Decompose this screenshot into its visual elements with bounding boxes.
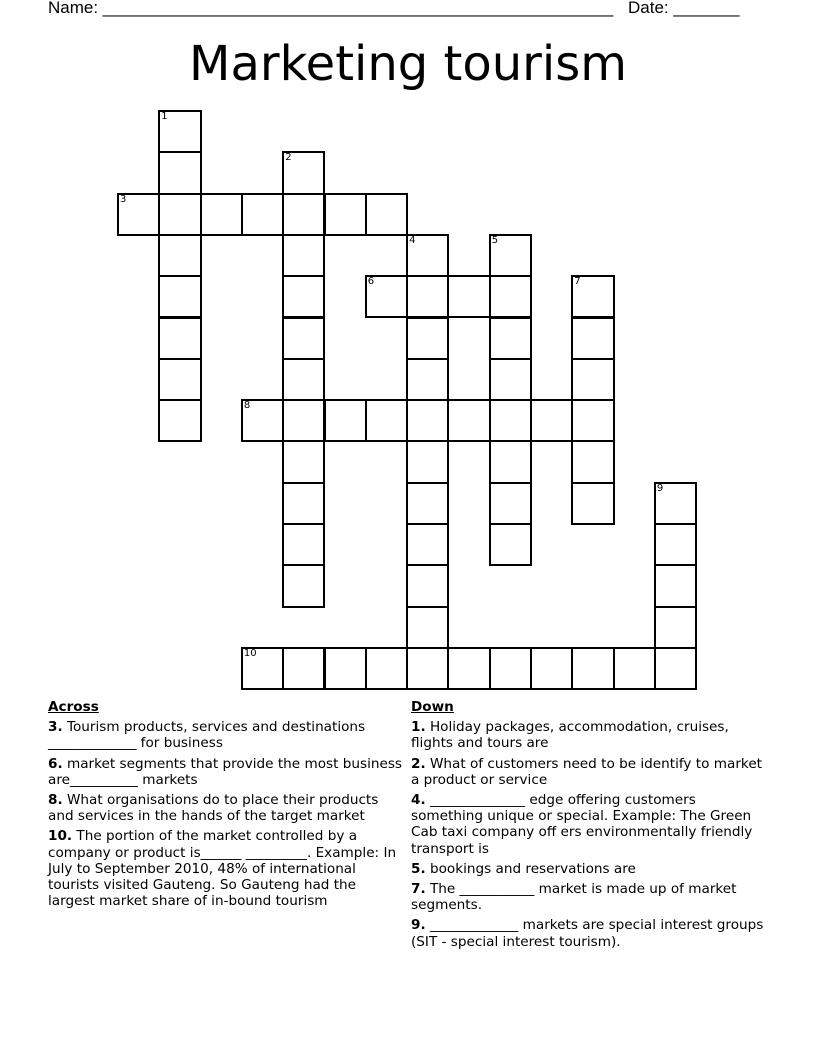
clue-number-label: 6	[367, 276, 375, 288]
crossword-cell[interactable]	[613, 647, 656, 690]
crossword-cell[interactable]	[530, 647, 573, 690]
down-clue	[411, 917, 771, 949]
crossword-cell[interactable]	[241, 647, 284, 690]
crossword-cell[interactable]	[158, 399, 201, 442]
clue-text: What of customers need to be identify to market a product or service	[411, 755, 763, 788]
date-field-line: Date: _______	[628, 0, 740, 17]
clue-number: 10.	[48, 828, 73, 845]
crossword-cell[interactable]	[571, 647, 614, 690]
clue-number-label: 2	[285, 152, 292, 164]
crossword-cell[interactable]	[447, 275, 490, 318]
down-clues	[411, 699, 771, 954]
crossword-cell[interactable]	[365, 193, 408, 236]
crossword-cell[interactable]	[282, 275, 325, 318]
crossword-cell[interactable]	[406, 482, 449, 525]
crossword-cell[interactable]	[406, 358, 449, 401]
crossword-cell[interactable]	[489, 647, 532, 690]
crossword-cell[interactable]	[489, 482, 532, 525]
down-clue	[411, 861, 771, 877]
crossword-cell[interactable]	[489, 358, 532, 401]
crossword-cell[interactable]	[654, 523, 697, 566]
crossword-cell[interactable]	[324, 193, 367, 236]
clue-text: The ___________ market is made up of market segments.	[411, 881, 737, 914]
across-clues	[48, 699, 404, 913]
crossword-cell[interactable]	[282, 523, 325, 566]
clue-text: bookings and reservations are	[425, 860, 636, 877]
crossword-cell[interactable]	[158, 275, 201, 318]
crossword-cell[interactable]	[241, 399, 284, 442]
crossword-cell[interactable]	[530, 399, 573, 442]
crossword-cell[interactable]	[158, 193, 201, 236]
crossword-cell[interactable]	[447, 647, 490, 690]
clue-number-label: 4	[409, 234, 416, 246]
crossword-cell[interactable]	[406, 647, 449, 690]
crossword-cell[interactable]	[158, 317, 201, 360]
crossword-cell[interactable]	[571, 440, 614, 483]
clue-number-label: 8	[243, 400, 251, 412]
down-clue	[411, 756, 771, 788]
crossword-cell[interactable]	[406, 234, 449, 277]
clue-text: market segments that provide the most business are__________ markets	[48, 755, 403, 788]
puzzle-title: Marketing tourism	[189, 36, 627, 92]
crossword-cell[interactable]	[571, 482, 614, 525]
crossword-cell[interactable]	[282, 234, 325, 277]
crossword-cell[interactable]	[489, 234, 532, 277]
clue-number: 2.	[411, 755, 426, 772]
name-field-line: Name: ______________________________________________________	[48, 0, 614, 17]
clue-text: Tourism products, services and destinations _____________ for business	[48, 719, 366, 752]
clue-text: The portion of the market controlled by a company or product is______ _________. Example: In July to September 2010, 48% of international tourists visited Gauteng. So Gauteng had the largest market share of in-bound tourism	[48, 828, 397, 910]
down-clue	[411, 792, 771, 857]
crossword-cell[interactable]	[365, 399, 408, 442]
crossword-cell[interactable]	[282, 399, 325, 442]
across-clue	[48, 792, 404, 824]
crossword-cell[interactable]	[282, 358, 325, 401]
crossword-cell[interactable]	[282, 151, 325, 194]
crossword-cell[interactable]	[117, 193, 160, 236]
crossword-cell[interactable]	[158, 358, 201, 401]
crossword-cell[interactable]	[489, 275, 532, 318]
crossword-cell[interactable]	[406, 399, 449, 442]
clue-number-label: 9	[656, 482, 664, 494]
clue-number-label: 7	[574, 276, 581, 288]
crossword-cell[interactable]	[447, 399, 490, 442]
clue-number: 6.	[48, 755, 63, 772]
across-clue	[48, 756, 404, 788]
crossword-cell[interactable]	[282, 482, 325, 525]
crossword-cell[interactable]	[406, 606, 449, 649]
down-heading: Down	[411, 699, 454, 715]
clue-text: Holiday packages, accommodation, cruises, flights and tours are	[411, 719, 729, 752]
down-clue	[411, 719, 771, 751]
clue-number: 3.	[48, 719, 63, 736]
crossword-cell[interactable]	[654, 606, 697, 649]
clue-number-label: 3	[120, 193, 127, 205]
crossword-cell[interactable]	[406, 523, 449, 566]
clue-text: ______________ edge offering customers something unique or special. Example: The Green Cab taxi company off ers environmentally friendly transport is	[411, 792, 753, 857]
clue-number: 8.	[48, 792, 63, 809]
crossword-cell[interactable]	[282, 317, 325, 360]
clue-number-label: 5	[491, 234, 499, 246]
crossword-cell[interactable]	[489, 399, 532, 442]
crossword-cell[interactable]	[571, 399, 614, 442]
clue-number: 4.	[411, 792, 426, 809]
crossword-cell[interactable]	[200, 193, 243, 236]
crossword-cell[interactable]	[158, 234, 201, 277]
across-clue	[48, 719, 404, 751]
crossword-cell[interactable]	[282, 564, 325, 607]
clue-text: _____________ markets are special interest groups (SIT - special interest tourism).	[411, 917, 764, 950]
across-heading: Across	[48, 699, 99, 715]
crossword-cell[interactable]	[241, 193, 284, 236]
crossword-cell[interactable]	[654, 564, 697, 607]
crossword-cell[interactable]	[406, 317, 449, 360]
clue-number-label: 1	[161, 111, 168, 122]
crossword-cell[interactable]	[324, 399, 367, 442]
clue-number-label: 10	[243, 647, 257, 659]
crossword-cell[interactable]	[489, 317, 532, 360]
crossword-cell[interactable]	[406, 275, 449, 318]
crossword-cell[interactable]	[365, 647, 408, 690]
across-clue	[48, 828, 404, 909]
clue-number: 9.	[411, 917, 426, 934]
crossword-cell[interactable]	[282, 193, 325, 236]
crossword-cell[interactable]	[654, 482, 697, 525]
crossword-cell[interactable]	[158, 151, 201, 194]
clue-number: 7.	[411, 881, 426, 898]
clue-number: 5.	[411, 860, 426, 877]
crossword-cell[interactable]	[365, 275, 408, 318]
crossword-cell[interactable]	[489, 523, 532, 566]
crossword-cell[interactable]	[406, 440, 449, 483]
clue-text: What organisations do to place their products and services in the hands of the target market	[48, 792, 379, 825]
crossword-cell[interactable]	[571, 358, 614, 401]
crossword-cell[interactable]	[654, 647, 697, 690]
crossword-cell[interactable]	[571, 317, 614, 360]
down-clue	[411, 881, 771, 913]
crossword-cell[interactable]	[324, 647, 367, 690]
crossword-cell[interactable]	[571, 275, 614, 318]
crossword-cell[interactable]	[489, 440, 532, 483]
clue-number: 1.	[411, 719, 426, 736]
crossword-cell[interactable]	[282, 647, 325, 690]
crossword-cell[interactable]	[158, 110, 201, 153]
crossword-cell[interactable]	[282, 440, 325, 483]
crossword-cell[interactable]	[406, 564, 449, 607]
